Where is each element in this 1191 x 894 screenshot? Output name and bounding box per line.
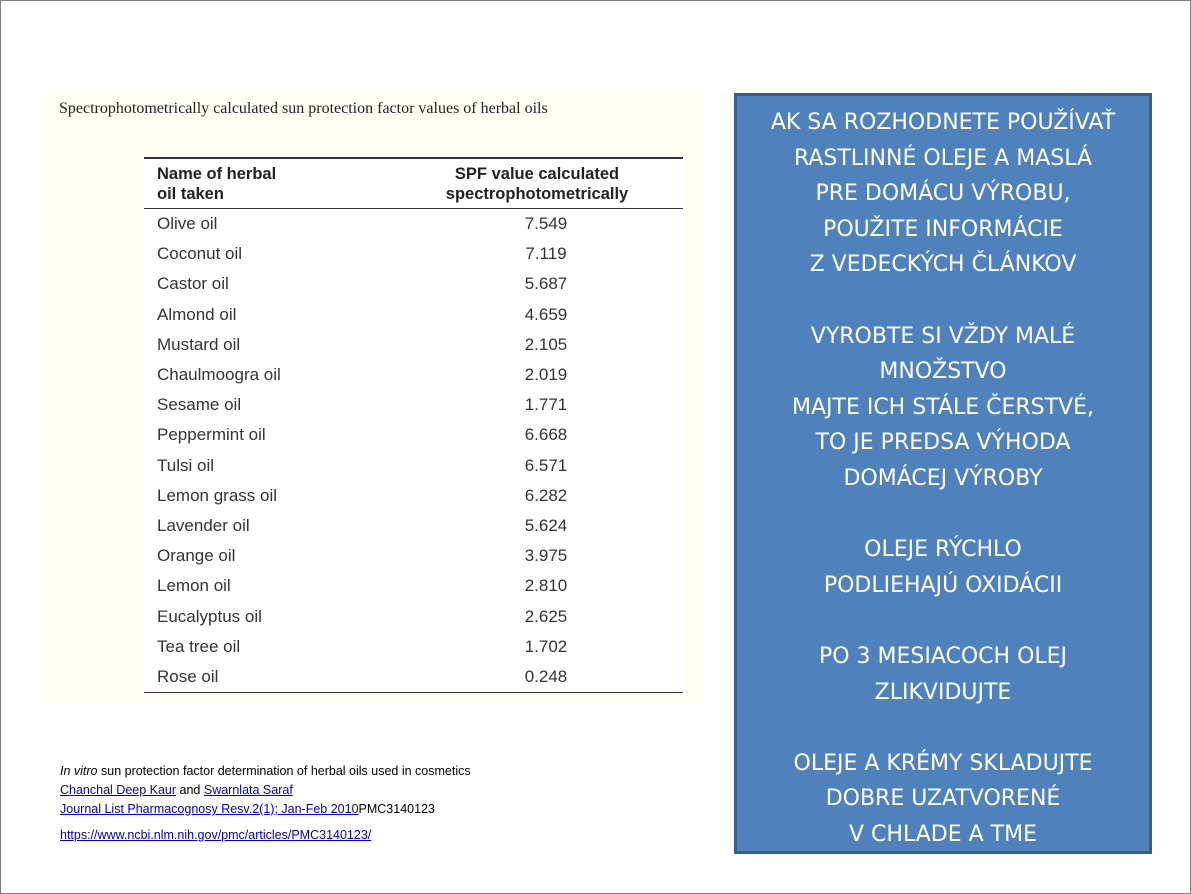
table-header-row — [144, 158, 683, 209]
spf-value-cell: 2.105 — [524, 334, 568, 354]
oil-name-cell: Orange oil — [157, 546, 236, 566]
advice-line: PRE DOMÁCU VÝROBU, — [815, 181, 1071, 207]
journal-link[interactable]: Journal List Pharmacognosy Resv.2(1); Jan-Feb 2010 — [60, 802, 359, 816]
spf-value-cell: 3.975 — [524, 546, 568, 566]
table-row — [144, 602, 683, 632]
table-row — [144, 360, 683, 390]
spf-value-cell: 7.119 — [525, 244, 567, 264]
advice-line: RASTLINNÉ OLEJE A MASLÁ — [793, 145, 1093, 171]
oil-name-cell: Lemon grass oil — [157, 485, 278, 505]
advice-line: ZLIKVIDUJTE — [874, 679, 1012, 705]
advice-spacer — [737, 283, 1149, 319]
oil-name-cell: Castor oil — [157, 274, 229, 294]
spf-value-cell: 1.771 — [524, 395, 568, 415]
header-spf-value: SPF value calculated spectrophotometrically — [445, 165, 629, 203]
header-oil-name: Name of herbal oil taken — [157, 165, 277, 203]
oil-name-cell: Almond oil — [157, 304, 237, 324]
spf-value-cell: 6.282 — [524, 485, 568, 505]
table-row — [144, 269, 683, 299]
table-row — [144, 571, 683, 601]
advice-spacer — [737, 710, 1149, 746]
advice-line: DOMÁCEJ VÝROBY — [843, 465, 1043, 491]
table-row — [144, 239, 683, 269]
oil-name-cell: Eucalyptus oil — [157, 606, 262, 626]
advice-line: POUŽITE INFORMÁCIE — [823, 216, 1063, 242]
spf-value-cell: 7.549 — [524, 214, 568, 233]
advice-line: OLEJE RÝCHLO — [864, 537, 1022, 563]
advice-line: MAJTE ICH STÁLE ČERSTVÉ, — [791, 394, 1095, 420]
advice-line: VYROBTE SI VŽDY MALÉ — [810, 323, 1076, 349]
advice-spacer — [737, 603, 1149, 639]
author-link-saraf[interactable]: Swarnlata Saraf — [203, 783, 293, 797]
table-body — [144, 209, 683, 693]
advice-line: DOBRE UZATVORENÉ — [825, 786, 1061, 812]
spf-value-cell: 4.659 — [524, 304, 568, 324]
spf-value-cell: 2.019 — [524, 365, 568, 385]
citation — [60, 762, 471, 845]
advice-line: Z VEDECKÝCH ČLÁNKOV — [809, 252, 1077, 278]
table-row — [144, 511, 683, 541]
oil-name-cell: Lavender oil — [157, 516, 250, 536]
table-row — [144, 662, 683, 693]
table-row — [144, 390, 683, 420]
citation-url — [60, 826, 471, 845]
advice-line: AK SA ROZHODNETE POUŽÍVAŤ — [770, 110, 1116, 135]
author-link-kaur[interactable]: Chanchal Deep Kaur — [60, 783, 177, 797]
table-row — [144, 300, 683, 330]
table-row — [144, 541, 683, 571]
table-row — [144, 481, 683, 511]
advice-line: PO 3 MESIACOCH OLEJ — [818, 643, 1068, 669]
table-caption: Spectrophotometrically calculated sun protection factor values of herbal oils — [59, 100, 548, 117]
spf-value-cell: 0.248 — [524, 667, 568, 687]
article-url-link[interactable]: https://www.ncbi.nlm.nih.gov/pmc/articles/PMC3140123/ — [60, 828, 372, 842]
oil-name-cell: Chaulmoogra oil — [157, 365, 281, 385]
spf-value-cell: 6.571 — [524, 455, 568, 475]
spf-value-cell: 6.668 — [524, 425, 568, 445]
spf-value-cell: 5.687 — [524, 274, 568, 294]
oil-name-cell: Rose oil — [157, 667, 219, 687]
oil-name-cell: Tulsi oil — [157, 455, 214, 475]
spf-value-cell: 2.810 — [524, 576, 568, 596]
oil-name-cell: Olive oil — [157, 214, 218, 233]
table-row — [144, 420, 683, 450]
spf-table-panel — [46, 94, 706, 704]
oil-name-cell: Sesame oil — [157, 395, 242, 415]
citation-authors: Chanchal Deep Kaur and Swarnlata Saraf — [60, 783, 293, 797]
advice-line: V CHLADE A TME — [849, 821, 1037, 847]
advice-line: TO JE PREDSA VÝHODA — [815, 430, 1071, 456]
oil-name-cell: Peppermint oil — [157, 425, 266, 445]
advice-line: PODLIEHAJÚ OXIDÁCII — [823, 572, 1063, 598]
citation-title: In vitro sun protection factor determination of herbal oils used in cosmetics — [60, 764, 471, 778]
advice-spacer — [737, 497, 1149, 533]
table-row — [144, 209, 683, 240]
oil-name-cell: Coconut oil — [157, 244, 243, 264]
table-row — [144, 451, 683, 481]
oil-name-cell: Mustard oil — [157, 334, 241, 354]
table-row — [144, 632, 683, 662]
advice-line: MNOŽSTVO — [879, 359, 1007, 385]
spf-table — [144, 157, 683, 693]
oil-name-cell: Lemon oil — [157, 576, 231, 596]
spf-value-cell: 1.702 — [524, 636, 568, 656]
spf-value-cell: 2.625 — [524, 606, 568, 626]
advice-line: OLEJE A KRÉMY SKLADUJTE — [793, 750, 1093, 776]
oil-name-cell: Tea tree oil — [157, 636, 241, 656]
citation-journal: Journal List Pharmacognosy Resv.2(1); Jan-Feb 2010PMC3140123 — [60, 802, 435, 816]
spf-value-cell: 5.624 — [524, 516, 568, 536]
table-row — [144, 330, 683, 360]
advice-box — [734, 93, 1152, 854]
